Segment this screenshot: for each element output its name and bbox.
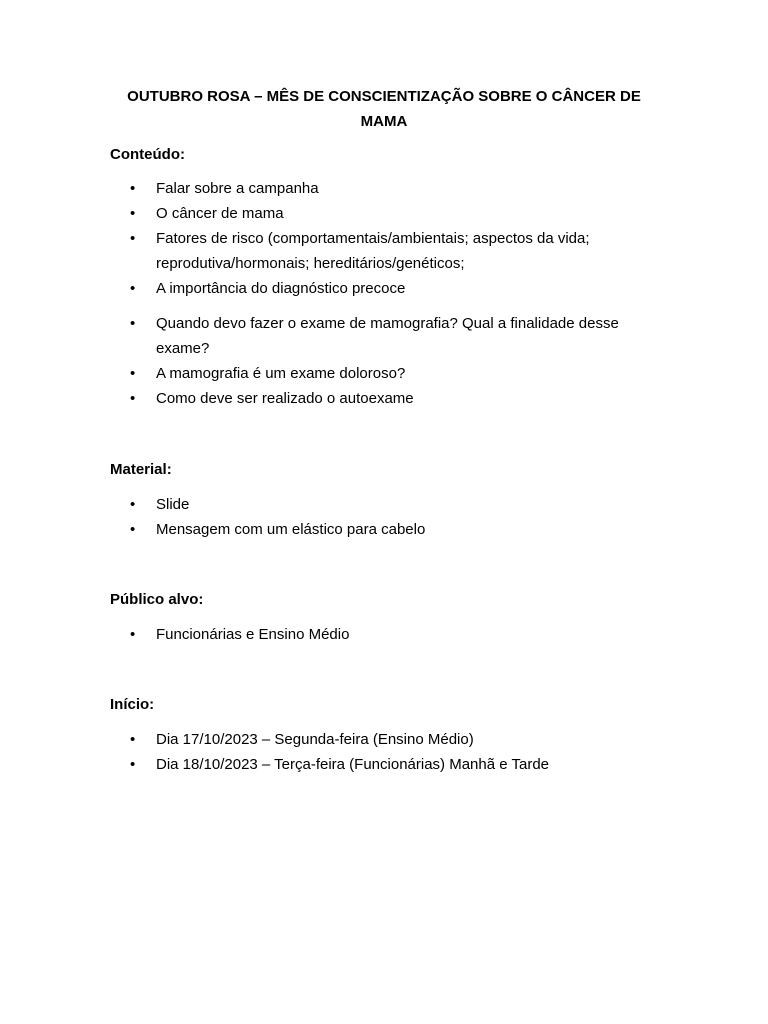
list-item: • Como deve ser realizado o autoexame: [110, 386, 650, 411]
list-item: • Dia 17/10/2023 – Segunda-feira (Ensino Médio): [110, 727, 650, 752]
list-item: • Funcionárias e Ensino Médio: [110, 622, 650, 647]
list-item: • Slide: [110, 492, 650, 517]
publico-list: [110, 622, 650, 647]
list-item: • Fatores de risco (comportamentais/ambientais; aspectos da vida; reprodutiva/hormonais; hereditários/genéticos;: [110, 226, 650, 276]
inicio-list: [110, 727, 650, 777]
list-item: • A mamografia é um exame doloroso?: [110, 361, 650, 386]
document-title: OUTUBRO ROSA – MÊS DE CONSCIENTIZAÇÃO SOBRE O CÂNCER DE MAMA: [127, 88, 641, 130]
conteudo-list: [110, 176, 650, 411]
list-item: • Dia 18/10/2023 – Terça-feira (Funcionárias) Manhã e Tarde: [110, 752, 650, 777]
list-item: • Mensagem com um elástico para cabelo: [110, 517, 650, 542]
section-heading-material: Material:: [110, 461, 172, 478]
list-item: • Falar sobre a campanha: [110, 176, 650, 201]
section-heading-publico-alvo: Público alvo:: [110, 591, 204, 608]
section-heading-conteudo: Conteúdo:: [110, 146, 185, 163]
material-list: [110, 492, 650, 542]
list-item: • A importância do diagnóstico precoce: [110, 276, 650, 301]
section-heading-inicio: Início:: [110, 696, 155, 713]
list-item: • O câncer de mama: [110, 201, 650, 226]
list-item: • Quando devo fazer o exame de mamografia? Qual a finalidade desse exame?: [110, 311, 650, 361]
